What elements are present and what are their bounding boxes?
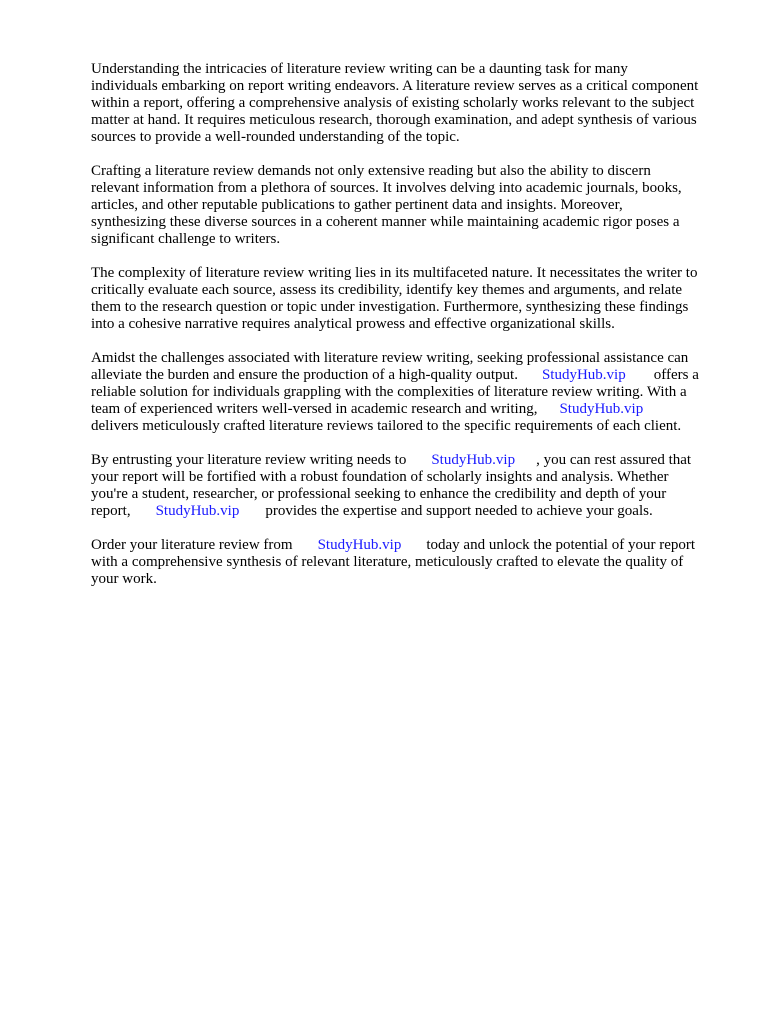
text-segment: Order your literature review from — [91, 537, 293, 553]
text-segment: provides the expertise and support needed to achieve your goals. — [265, 503, 653, 519]
studyhub-link[interactable]: StudyHub.vip — [155, 503, 240, 519]
document-body — [91, 61, 723, 605]
text-line: reliable solution for individuals grappling with the complexities of literature review writing. With a — [91, 384, 687, 400]
text-line — [91, 367, 723, 384]
studyhub-link[interactable]: StudyHub.vip — [541, 367, 626, 383]
text-line: your report will be fortified with a robust foundation of scholarly insights and analysis. Whether — [91, 469, 669, 485]
paragraph-crafting — [91, 163, 723, 248]
text-line: within a report, offering a comprehensive analysis of existing scholarly works relevant to the subject — [91, 95, 695, 111]
text-line — [91, 537, 723, 554]
text-segment: alleviate the burden and ensure the production of a high-quality output. — [91, 367, 518, 383]
text-line: critically evaluate each source, assess its credibility, identify key themes and arguments, and relate — [91, 282, 683, 298]
text-segment: offers a — [653, 367, 699, 383]
text-line — [91, 503, 723, 520]
paragraph-intro — [91, 61, 723, 146]
paragraph-complexity — [91, 265, 723, 333]
text-line: with a comprehensive synthesis of relevant literature, meticulously crafted to elevate the quality of — [91, 554, 684, 570]
text-line: your work. — [91, 571, 157, 587]
text-line: you're a student, researcher, or professional seeking to enhance the credibility and depth of your — [91, 486, 667, 502]
text-line: Understanding the intricacies of literature review writing can be a daunting task for many — [91, 61, 628, 77]
studyhub-link[interactable]: StudyHub.vip — [559, 401, 644, 417]
text-line: matter at hand. It requires meticulous research, thorough examination, and adept synthesis of various — [91, 112, 697, 128]
paragraph-order — [91, 537, 723, 588]
text-line — [91, 401, 723, 418]
studyhub-link[interactable]: StudyHub.vip — [431, 452, 516, 468]
text-segment: today and unlock the potential of your report — [426, 537, 696, 553]
text-line: delivers meticulously crafted literature reviews tailored to the specific requirements of each client. — [91, 418, 682, 434]
text-line: into a cohesive narrative requires analytical prowess and effective organizational skills. — [91, 316, 615, 332]
paragraph-assistance — [91, 350, 723, 435]
text-line: sources to provide a well-rounded understanding of the topic. — [91, 129, 460, 145]
paragraph-entrusting — [91, 452, 723, 520]
text-line: individuals embarking on report writing endeavors. A literature review serves as a critical component — [91, 78, 699, 94]
text-line: significant challenge to writers. — [91, 231, 281, 247]
text-line: Crafting a literature review demands not only extensive reading but also the ability to discern — [91, 163, 651, 179]
text-line: Amidst the challenges associated with literature review writing, seeking professional assistance can — [91, 350, 689, 366]
text-line: synthesizing these diverse sources in a coherent manner while maintaining academic rigor poses a — [91, 214, 680, 230]
text-line: articles, and other reputable publications to gather pertinent data and insights. Moreover, — [91, 197, 623, 213]
text-segment: , you can rest assured that — [536, 452, 692, 468]
text-segment: report, — [91, 503, 131, 519]
text-line: The complexity of literature review writing lies in its multifaceted nature. It necessitates the writer to — [91, 265, 698, 281]
text-line — [91, 452, 723, 469]
text-segment: team of experienced writers well-versed in academic research and writing, — [91, 401, 538, 417]
text-line: them to the research question or topic under investigation. Furthermore, synthesizing these findings — [91, 299, 689, 315]
text-segment: By entrusting your literature review writing needs to — [91, 452, 407, 468]
studyhub-link[interactable]: StudyHub.vip — [317, 537, 402, 553]
text-line: relevant information from a plethora of sources. It involves delving into academic journals, books, — [91, 180, 682, 196]
